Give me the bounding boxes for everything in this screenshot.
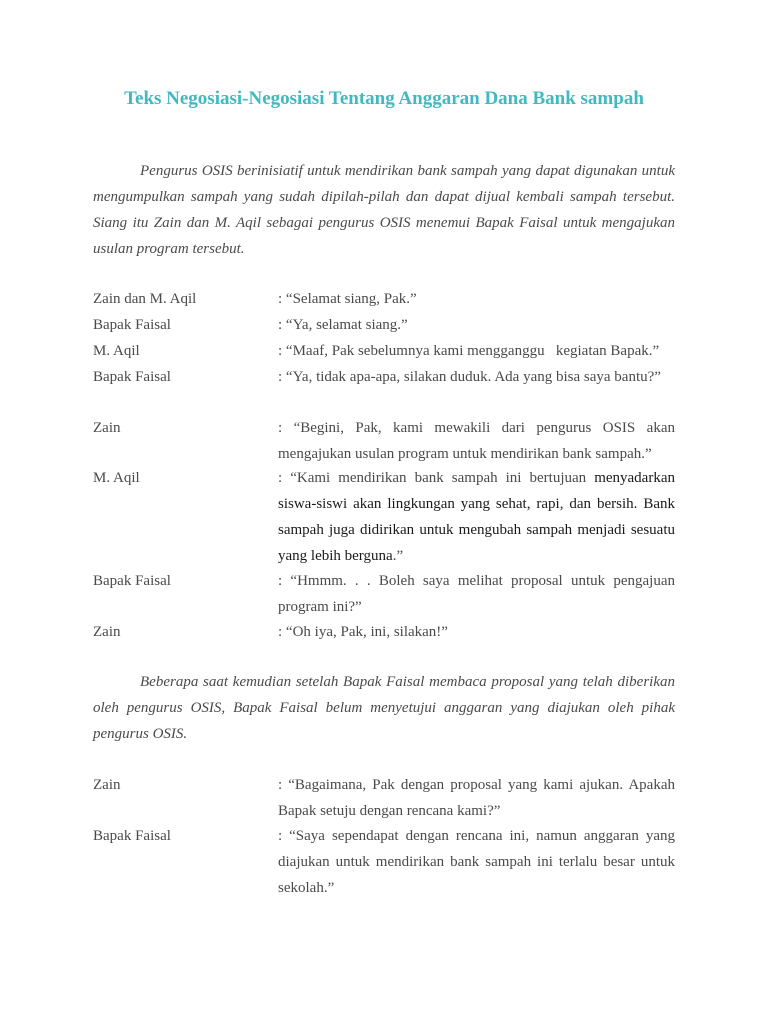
speaker-name: Bapak Faisal (93, 573, 171, 589)
utterance (278, 465, 675, 569)
narration-paragraph: Beberapa saat kemudian setelah Bapak Faisal membaca proposal yang telah diberikan oleh pengurus OSIS, Bapak Faisal belum menyetujui anggaran yang diajukan oleh pihak pengurus OSIS. (93, 674, 675, 742)
utterance: : “Ya, tidak apa-apa, silakan duduk. Ada yang bisa saya bantu?” (278, 369, 661, 385)
utterance: : “Maaf, Pak sebelumnya kami mengganggu kegiatan Bapak.” (278, 343, 660, 359)
utterance-part: .” (392, 548, 404, 564)
speaker-name: M. Aqil (93, 343, 140, 359)
utterance: : “Hmmm. . . Boleh saya melihat proposal untuk pengajuan program ini?” (278, 573, 675, 615)
speaker-name: M. Aqil (93, 470, 140, 486)
utterance: : “Begini, Pak, kami mewakili dari pengurus OSIS akan mengajukan usulan program untuk mendirikan bank sampah.” (278, 420, 675, 462)
speaker-name: Bapak Faisal (93, 828, 171, 844)
utterance: : “Ya, selamat siang.” (278, 317, 408, 333)
utterance: : “Bagaimana, Pak dengan proposal yang kami ajukan. Apakah Bapak setuju dengan rencana kami?” (278, 777, 675, 819)
utterance: : “Selamat siang, Pak.” (278, 291, 417, 307)
utterance-part: menyadarkan siswa-siswi akan lingkungan yang sehat, rapi, dan bersih. Bank sampah juga didirikan untuk mengubah sampah menjadi sesuatu yang lebih berguna (278, 470, 675, 564)
speaker-name: Bapak Faisal (93, 317, 171, 333)
speaker-name: Zain (93, 420, 121, 436)
intro-paragraph: Pengurus OSIS berinisiatif untuk mendirikan bank sampah yang dapat digunakan untuk mengumpulkan sampah yang sudah dipilah-pilah dan dapat dijual kembali sampah tersebut. Siang itu Zain dan M. Aqil sebagai pengurus OSIS menemui Bapak Faisal untuk mengajukan usulan program tersebut. (93, 163, 675, 257)
document-title: Teks Negosiasi-Negosiasi Tentang Anggaran Dana Bank sampah (124, 88, 644, 109)
speaker-name: Bapak Faisal (93, 369, 171, 385)
utterance: : “Oh iya, Pak, ini, silakan!” (278, 624, 448, 640)
utterance: : “Saya sependapat dengan rencana ini, namun anggaran yang diajukan untuk mendirikan bank sampah ini terlalu besar untuk sekolah.” (278, 828, 675, 896)
speaker-name: Zain dan M. Aqil (93, 291, 197, 307)
speaker-name: Zain (93, 777, 121, 793)
utterance-part: : “Kami mendirikan bank sampah ini bertujuan (278, 470, 595, 486)
speaker-name: Zain (93, 624, 121, 640)
